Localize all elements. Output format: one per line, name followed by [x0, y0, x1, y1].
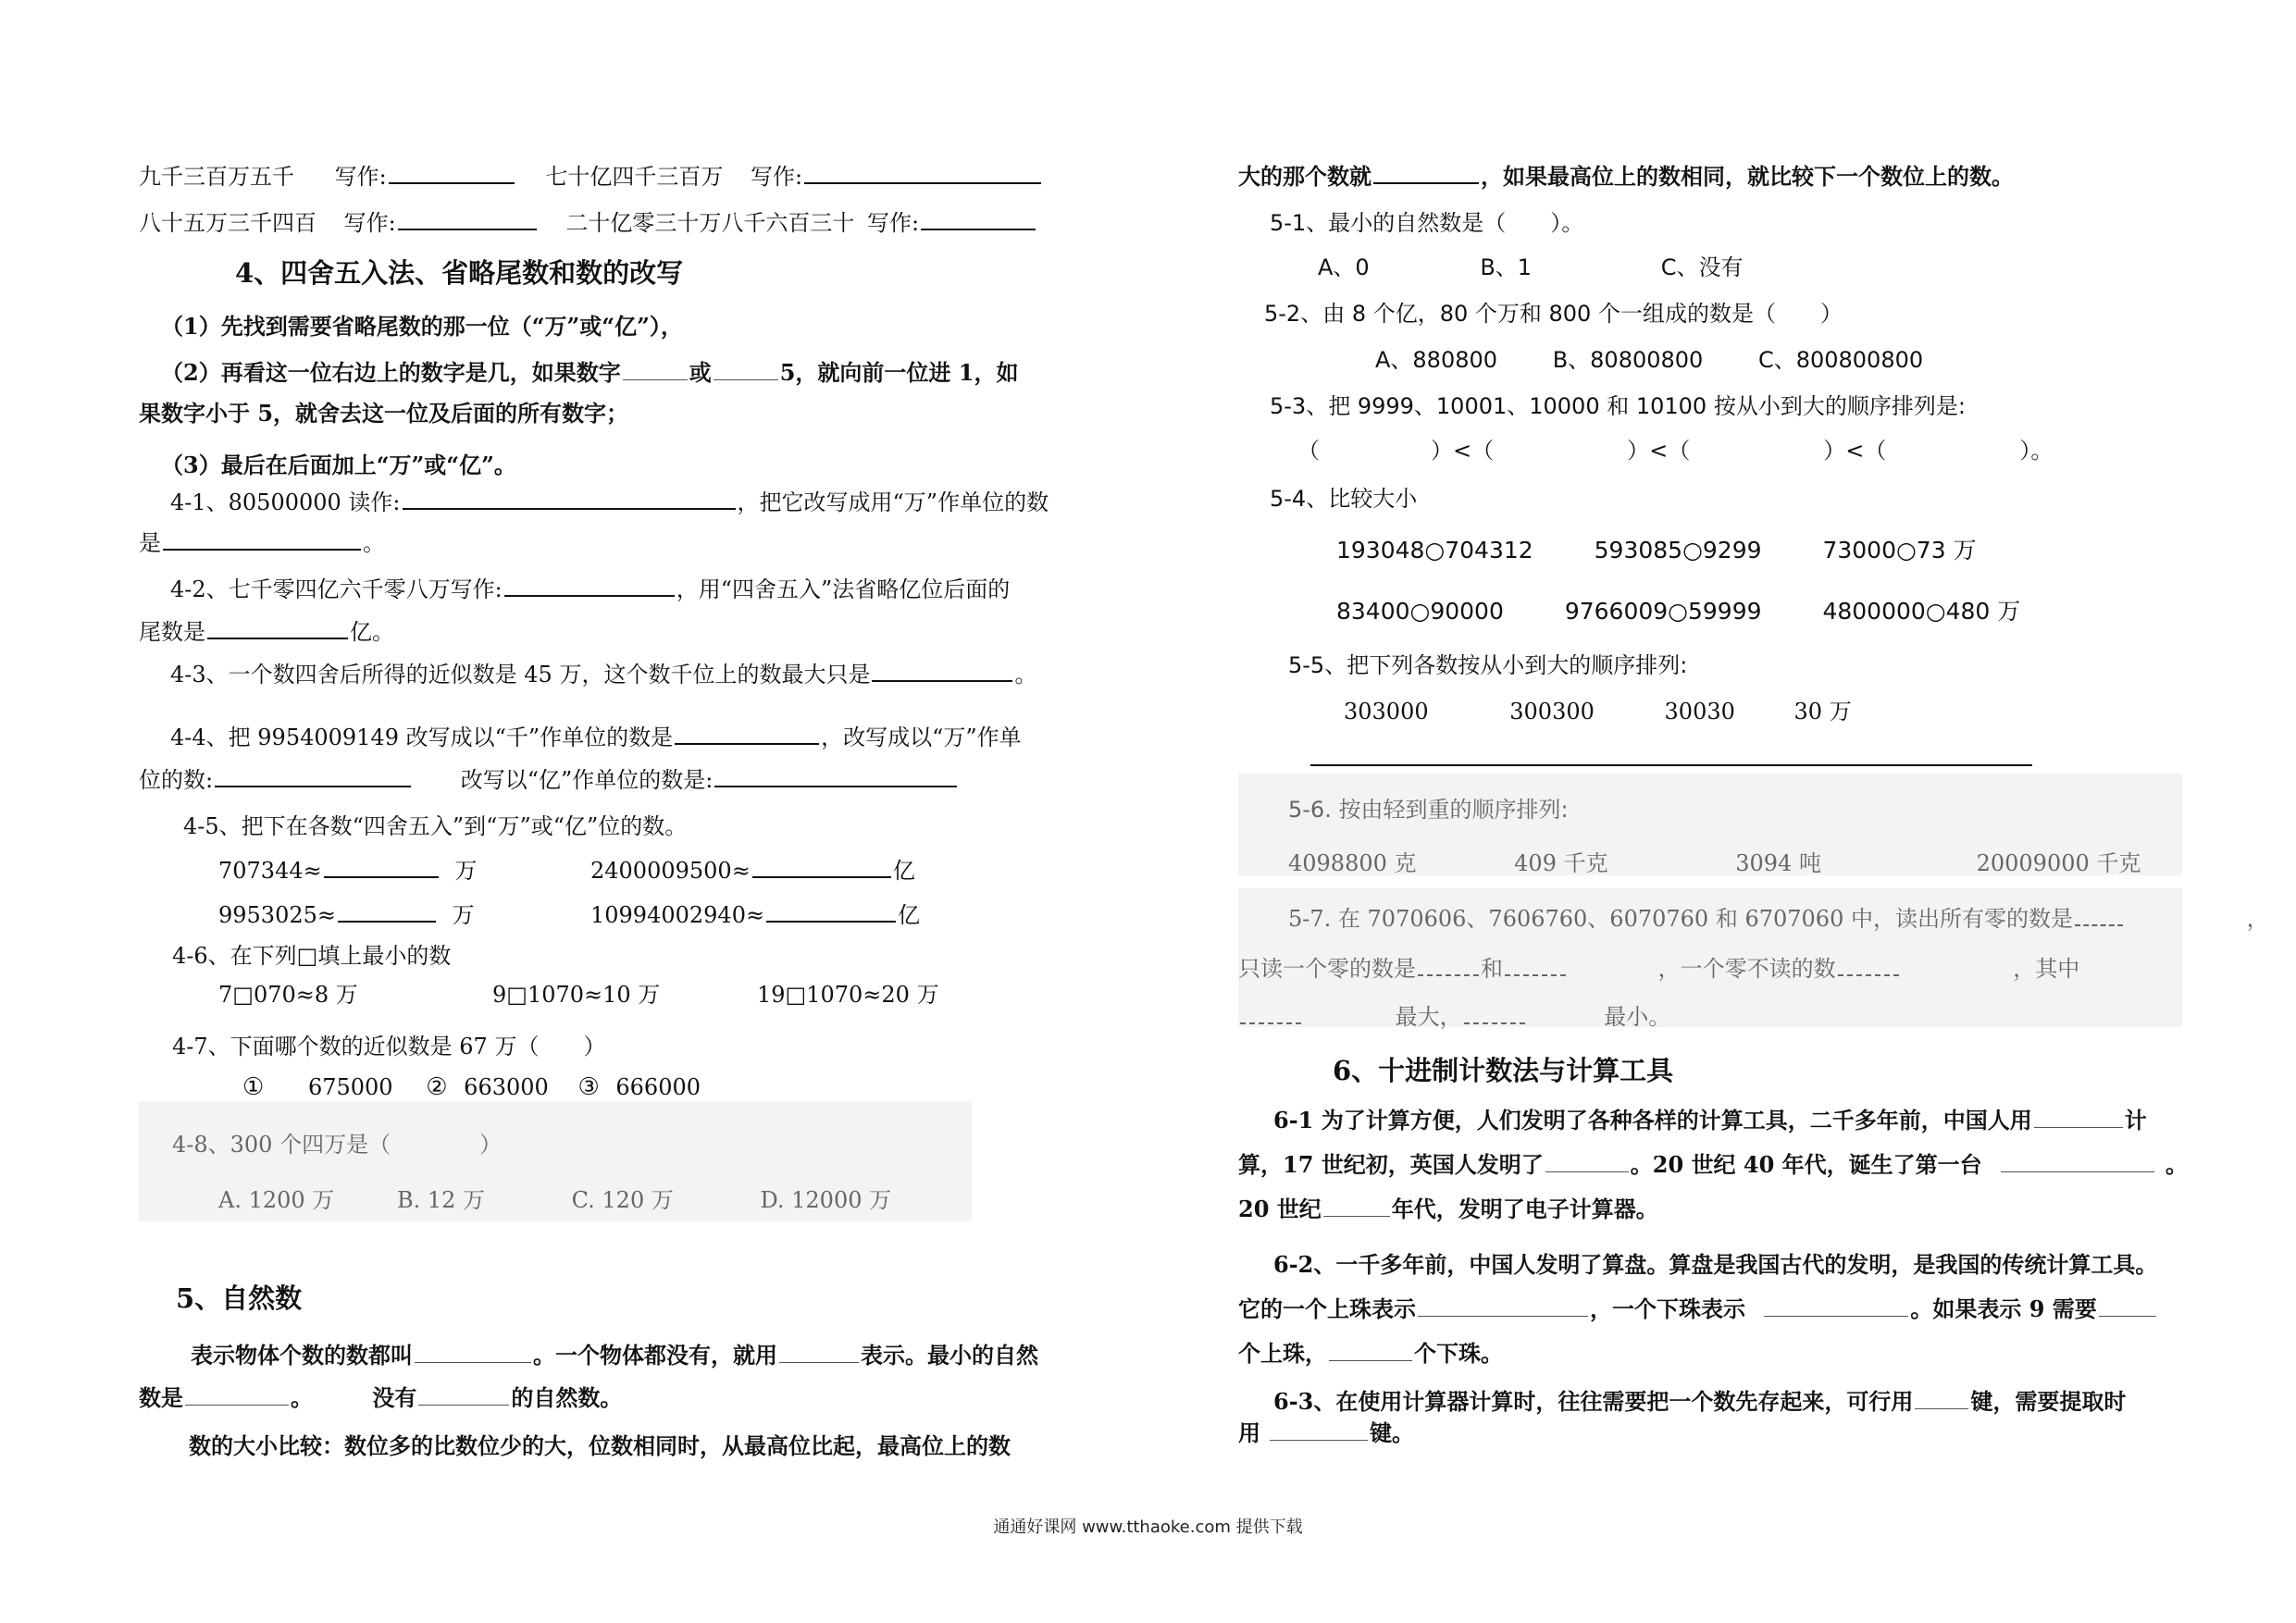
text: 位的数:	[139, 767, 214, 793]
text: 二十亿零三十万八千六百三十	[565, 210, 855, 236]
answer-blank[interactable]	[1373, 162, 1479, 184]
option-a: A、0	[1318, 254, 1370, 280]
text: 年代，发明了电子计算器。	[1391, 1196, 1658, 1222]
q5-5-items	[1344, 696, 1852, 727]
text: 的自然数。	[511, 1384, 623, 1411]
text: 万	[452, 902, 475, 928]
answer-blank[interactable]	[872, 660, 1012, 682]
text: （2）再看这一位右边上的数字是几，如果数字	[161, 359, 621, 386]
q6-3-cont	[1238, 1418, 1414, 1449]
compare-item: 193048○704312	[1336, 537, 1533, 564]
number-item: 300300	[1509, 699, 1595, 725]
option-a: A. 1200 万	[218, 1187, 335, 1213]
q6-1-cont-2	[1238, 1194, 1658, 1225]
q5-2-title: 5-2、由 8 个亿，80 个万和 800 个一组成的数是（ ）	[1264, 301, 1843, 327]
answer-blank[interactable]	[215, 765, 411, 787]
section-5-title: 5、自然数	[176, 1282, 303, 1314]
answer-blank[interactable]	[921, 208, 1036, 230]
text: 。一个物体都没有，就用	[533, 1342, 777, 1369]
q5-1-options	[1318, 252, 1743, 283]
text: 个下珠。	[1414, 1340, 1503, 1367]
q5-5-answer-line[interactable]	[1310, 764, 2032, 766]
text: ③	[577, 1073, 600, 1101]
section-4-title: 4、四舍五入法、省略尾数和数的改写	[235, 257, 684, 289]
answer-blank[interactable]	[623, 359, 688, 380]
answer-blank[interactable]	[418, 1384, 509, 1406]
footer-credit: 通通好课网 www.tthaoke.com 提供下载	[993, 1518, 1303, 1537]
answer-blank[interactable]	[207, 617, 348, 639]
compare-item: 83400○90000	[1336, 598, 1504, 625]
text: 9953025≈	[218, 902, 336, 928]
text: 675000	[307, 1074, 393, 1100]
rule-2-cont: 果数字小于 5，就舍去这一位及后面的所有数字；	[139, 400, 629, 427]
text: 663000	[464, 1074, 549, 1100]
text: ②	[426, 1073, 448, 1101]
answer-blank[interactable]	[504, 575, 675, 597]
answer-blank[interactable]	[1464, 1002, 1525, 1024]
answer-blank[interactable]	[338, 900, 436, 923]
text: 写作:	[343, 210, 396, 236]
q4-8-options	[218, 1184, 891, 1216]
q5-6-items	[1288, 848, 2141, 879]
number-item: 30030	[1664, 699, 1735, 725]
q4-4-cont	[139, 764, 959, 796]
text: 666000	[615, 1074, 701, 1100]
q4-8-title: 4-8、300 个四万是（ ）	[172, 1132, 503, 1158]
number-item: 30 万	[1793, 699, 1852, 725]
text: 个上珠，	[1238, 1340, 1327, 1367]
text: 数是	[139, 1384, 183, 1411]
q6-3	[1273, 1386, 2126, 1418]
option-c: C、没有	[1660, 254, 1744, 280]
answer-blank[interactable]	[1270, 1419, 1368, 1441]
q4-7-title: 4-7、下面哪个数的近似数是 67 万（ ）	[172, 1034, 606, 1059]
option-b: B. 12 万	[396, 1187, 485, 1213]
answer-blank[interactable]	[766, 900, 896, 923]
text: ，其中	[2013, 956, 2080, 982]
answer-blank[interactable]	[714, 359, 778, 380]
answer-blank[interactable]	[324, 856, 439, 878]
text: 最大，	[1395, 1004, 1462, 1030]
q4-2-cont	[139, 616, 394, 648]
rule-2	[161, 357, 1018, 389]
q4-1	[170, 487, 1049, 518]
section-6-title: 6、十进制计数法与计算工具	[1333, 1055, 1674, 1086]
text: 算，17 世纪初，英国人发明了	[1238, 1151, 1544, 1178]
q5-7-cont	[1238, 953, 2079, 985]
text: 。	[1014, 662, 1037, 688]
q5-7	[1288, 903, 2269, 935]
text: 只读一个零的数是	[1238, 956, 1416, 982]
text: ，	[2246, 906, 2269, 932]
answer-blank[interactable]	[2075, 904, 2123, 926]
text: 。如果表示 9 需要	[1910, 1295, 2097, 1322]
option-d: D. 12000 万	[760, 1187, 892, 1213]
text: ，一个下珠表示	[1590, 1295, 1745, 1322]
answer-blank[interactable]	[1505, 954, 1566, 976]
compare-item: 4800000○480 万	[1822, 598, 2021, 625]
compare-item: 593085○9299	[1594, 537, 1762, 564]
text: 5，就向前一位进 1，如	[779, 359, 1019, 386]
q4-5-row-1b	[590, 855, 915, 886]
q4-7-options	[242, 1072, 701, 1103]
text: 改写以“亿”作单位的数是:	[460, 767, 714, 793]
answer-blank[interactable]	[779, 1342, 859, 1363]
q6-2-cont-2	[1238, 1338, 1503, 1369]
text: 707344≈	[218, 858, 322, 884]
answer-blank[interactable]	[163, 528, 361, 551]
answer-blank[interactable]	[2034, 1107, 2123, 1128]
text: 或	[689, 359, 712, 386]
text: 万	[454, 858, 478, 884]
text: 最小。	[1604, 1004, 1671, 1030]
natural-3: 数的大小比较：数位多的比数位少的大，位数相同时，从最高位比起，最高位上的数	[189, 1432, 1011, 1459]
weight-item: 3094 吨	[1735, 850, 1821, 876]
text: 它的一个上珠表示	[1238, 1295, 1416, 1322]
answer-blank[interactable]	[1418, 954, 1479, 976]
q4-6-item-1: 7□070≈8 万	[218, 982, 358, 1008]
q6-1-cont	[1238, 1149, 2188, 1181]
answer-blank[interactable]	[1545, 1151, 1629, 1172]
natural-1	[191, 1340, 1038, 1371]
q5-4-row-2	[1336, 596, 2020, 627]
text: 。20 世纪 40 年代，诞生了第一台	[1630, 1151, 1982, 1178]
q5-6-title: 5-6. 按由轻到重的顺序排列:	[1288, 797, 1569, 823]
answer-blank[interactable]	[714, 765, 957, 787]
text: 九千三百万五千	[139, 164, 294, 190]
text: 表示。最小的自然	[861, 1342, 1038, 1369]
q5-7-cont-2	[1238, 1001, 1670, 1033]
write-row-2	[139, 207, 1037, 239]
text: 大的那个数就	[1238, 163, 1371, 190]
answer-blank[interactable]	[403, 488, 736, 510]
q4-5-row-2	[218, 899, 475, 931]
weight-item: 20009000 千克	[1976, 850, 2141, 876]
text: 4-3、一个数四舍后所得的近似数是 45 万，这个数千位上的数最大只是	[170, 662, 871, 688]
text: 没有	[372, 1384, 417, 1411]
text: 尾数是	[139, 619, 205, 645]
text: 写作:	[751, 164, 803, 190]
answer-blank[interactable]	[398, 208, 537, 230]
q5-3-title: 5-3、把 9999、10001、10000 和 10100 按从小到大的顺序排列是:	[1270, 393, 1966, 419]
text: 2400009500≈	[590, 858, 751, 884]
answer-blank[interactable]	[1764, 1295, 1908, 1317]
text: 七十亿四千三百万	[545, 164, 724, 190]
answer-blank[interactable]	[389, 162, 515, 184]
q5-2-options	[1375, 344, 1923, 376]
answer-blank[interactable]	[1323, 1196, 1390, 1217]
text: 10994002940≈	[590, 902, 765, 928]
option-b: B、1	[1480, 254, 1533, 280]
text: 计	[2124, 1107, 2147, 1134]
text: 键。	[1370, 1419, 1414, 1446]
text: 4-1、80500000 读作:	[170, 489, 401, 515]
text: ，把它改写成用“万”作单位的数	[737, 489, 1049, 515]
q4-3	[170, 659, 1036, 690]
answer-blank[interactable]	[2001, 1151, 2154, 1172]
compare-item: 9766009○59999	[1564, 598, 1762, 625]
text: ，改写成以“万”作单	[821, 725, 1022, 750]
q4-4	[170, 722, 1022, 753]
text: 4-4、把 9954009149 改写成以“千”作单位的数是	[170, 725, 674, 750]
write-row-1	[139, 161, 1043, 192]
option-b: B、80800800	[1552, 347, 1704, 373]
q6-1	[1273, 1105, 2147, 1136]
answer-blank[interactable]	[1915, 1388, 1968, 1409]
rule-1: （1）先找到需要省略尾数的那一位（“万”或“亿”），	[161, 313, 683, 340]
text: 和	[1481, 956, 1503, 982]
text: 写作:	[867, 210, 920, 236]
natural-2	[139, 1382, 622, 1414]
answer-blank[interactable]	[1418, 1295, 1588, 1317]
text: 是	[139, 530, 161, 556]
text: 亿	[892, 858, 915, 884]
option-c: C、800800800	[1757, 347, 1924, 373]
text: 5-7. 在 7070606、7606760、6070760 和 6707060 中，读出所有零的数是	[1288, 906, 2073, 932]
text: 表示物体个数的数都叫	[191, 1342, 413, 1369]
q5-3-order-row: （ ）<（ ）<（ ）<（ ）。	[1297, 438, 2054, 464]
q5-4-title: 5-4、比较大小	[1270, 486, 1418, 512]
q5-5-title: 5-5、把下列各数按从小到大的顺序排列:	[1288, 652, 1688, 678]
text: ，用“四舍五入”法省略亿位后面的	[676, 576, 1011, 602]
q4-6-title: 4-6、在下列□填上最小的数	[172, 943, 452, 969]
q4-6-item-2: 9□1070≈10 万	[492, 982, 661, 1008]
weight-item: 409 千克	[1514, 850, 1608, 876]
answer-blank[interactable]	[2099, 1295, 2156, 1317]
option-a: A、880800	[1375, 347, 1498, 373]
answer-blank[interactable]	[415, 1342, 531, 1363]
option-c: C. 120 万	[571, 1187, 674, 1213]
weight-item: 4098800 克	[1288, 850, 1417, 876]
text: 八十五万三千四百	[139, 210, 316, 236]
text: 键，需要提取时	[1970, 1388, 2127, 1415]
text: 20 世纪	[1238, 1196, 1322, 1222]
q4-1-cont	[139, 527, 385, 559]
answer-blank[interactable]	[675, 723, 819, 745]
q4-5-title: 4-5、把下在各数“四舍五入”到“万”或“亿”位的数。	[183, 813, 688, 839]
answer-blank[interactable]	[804, 162, 1041, 184]
q4-5-row-2b	[590, 899, 920, 931]
text: ，如果最高位上的数相同，就比较下一个数位上的数。	[1481, 163, 2014, 190]
text: 6-1 为了计算方便，人们发明了各种各样的计算工具，二千多年前，中国人用	[1273, 1107, 2032, 1134]
q5-4-row-1	[1336, 535, 1977, 566]
q4-5-row-1	[218, 855, 477, 886]
text: 4-2、七千零四亿六千零八万写作:	[170, 576, 503, 602]
answer-blank[interactable]	[1240, 1002, 1301, 1024]
text: 亿	[898, 902, 921, 928]
number-item: 303000	[1344, 699, 1429, 725]
q6-2-cont	[1238, 1294, 2158, 1325]
q4-6-item-3: 19□1070≈20 万	[757, 982, 939, 1008]
q5-1-title: 5-1、最小的自然数是（ ）。	[1270, 210, 1584, 236]
text: 。	[2166, 1151, 2188, 1178]
q6-2: 6-2、一千多年前，中国人发明了算盘。算盘是我国古代的发明，是我国的传统计算工具。	[1273, 1251, 2158, 1278]
answer-blank[interactable]	[185, 1384, 289, 1406]
text: 6-3、在使用计算器计算时，往往需要把一个数先存起来，可行用	[1273, 1388, 1914, 1415]
text: 。	[363, 530, 385, 556]
text: ，一个零不读的数	[1657, 956, 1836, 982]
answer-blank[interactable]	[1838, 954, 1899, 976]
answer-blank[interactable]	[752, 856, 891, 878]
rule-3: （3）最后在后面加上“万”或“亿”。	[161, 452, 516, 478]
text: 亿。	[350, 619, 394, 645]
compare-item: 73000○73 万	[1822, 537, 1977, 564]
compare-rule-cont	[1238, 161, 2014, 192]
text: ①	[242, 1073, 265, 1101]
q4-2	[170, 574, 1010, 605]
text: 写作:	[334, 164, 387, 190]
text: 用	[1238, 1419, 1260, 1446]
text: 。	[291, 1384, 313, 1411]
answer-blank[interactable]	[1329, 1340, 1412, 1361]
